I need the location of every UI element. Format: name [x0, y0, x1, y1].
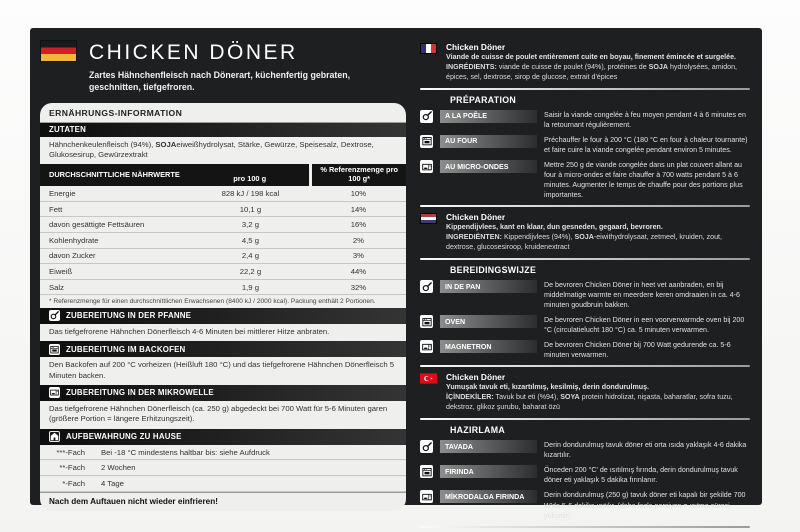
reference-footnote: * Referenzmenge für einen durchschnittlichen Erwachsenen (8400 kJ / 2000 kcal). Packung enthält 2 Portionen.: [49, 297, 376, 305]
nutrition-row: [40, 217, 406, 233]
storage-compartment: ***-Fach: [56, 447, 85, 457]
storage-duration: 4 Tage: [101, 478, 124, 488]
method-row: [420, 440, 750, 460]
col-nutrients: DURCHSCHNITTLICHE NÄHRWERTE: [40, 164, 190, 186]
panel-title: ERNÄHRUNGS-INFORMATION: [40, 103, 406, 123]
language-description: Kippendijvlees, kant en klaar, dun gesneden, gegaard, bevroren.: [446, 223, 663, 232]
house-icon: [49, 431, 60, 442]
nutrient-label: Fett: [40, 201, 190, 217]
microwave-icon: [49, 387, 60, 398]
preparation-oven-header: [40, 341, 406, 357]
nutrient-value: 22,2 g: [190, 264, 311, 280]
nutrition-row: [40, 186, 406, 201]
zutaten-title: ZUTATEN: [49, 125, 87, 135]
divider: [420, 526, 750, 528]
nutrient-label: davon Zucker: [40, 248, 190, 264]
method-label: IN DE PAN: [440, 280, 537, 293]
method-row: [420, 315, 750, 335]
divider: [420, 418, 750, 420]
section-title: ZUBEREITUNG IN DER MIKROWELLE: [66, 388, 214, 398]
method-label: MAGNETRON: [440, 340, 537, 353]
method-description: Saisir la viande congelée à feu moyen pendant 4 à 6 minutes en la retournant régulièrement.: [544, 110, 746, 129]
nutrient-value: 1,9 g: [190, 279, 311, 295]
section-title: AUFBEWAHRUNG ZU HAUSE: [66, 432, 182, 442]
method-description: Derin dondurulmuş (250 g) tavuk döner eti kapalı bir şekilde 700 W'da 5-6 dakika ısıtılır. (daha fazla porsiyon = ısıtma süresi yükselir): [544, 491, 746, 520]
nutrient-label: davon gesättigte Fettsäuren: [40, 217, 190, 233]
divider: [420, 365, 750, 367]
nutrition-row: [40, 264, 406, 280]
oven-icon: [420, 465, 433, 478]
method-label: AU FOUR: [440, 135, 537, 148]
divider: [420, 205, 750, 207]
product-header: [40, 38, 406, 94]
preparation-heading: PRÉPARATION: [450, 94, 517, 105]
divider: [420, 258, 750, 260]
germany-flag-icon: [40, 40, 77, 62]
nutrient-value: 828 kJ / 198 kcal: [190, 186, 311, 201]
section-title: ZUBEREITUNG IN DER PFANNE: [66, 311, 192, 321]
method-row: [420, 135, 750, 155]
method-label: AU MICRO-ONDES: [440, 160, 537, 173]
french-section: [420, 42, 750, 83]
ingredients-line: INGREDIËNTEN: Kippendijvlees (94%), SOJA-eiwithydrolysaat, zetmeel, kruiden, zout, dextrose, glucosesiroop, kruidenextract: [446, 233, 722, 252]
multilingual-column: [406, 38, 752, 520]
nutrient-pct: 3%: [311, 248, 406, 264]
preparation-heading: BEREIDINGSWIJZE: [450, 265, 537, 276]
storage-row: [40, 476, 406, 492]
method-label: FIRINDA: [440, 465, 537, 478]
method-row: [420, 160, 750, 200]
netherlands-flag-icon: [420, 213, 437, 224]
method-description: De bevroren Chicken Döner in een voorverwarmde oven bij 200 °C (circulatielucht 180 °C) ca. 5 minuten verwarmen.: [544, 316, 745, 335]
zutaten-header: [40, 123, 406, 137]
nutrient-label: Salz: [40, 279, 190, 295]
nutrient-value: 4,5 g: [190, 232, 311, 248]
storage-header: [40, 429, 406, 445]
method-row: [420, 340, 750, 360]
pan-icon: [49, 310, 60, 321]
section-text: Das tiefgefrorene Hähnchen Dönerfleisch 4-6 Minuten bei mittlerer Hitze anbraten.: [49, 326, 330, 336]
nutrition-header-row: [40, 164, 406, 186]
ingredients-text: Hähnchenkeulenfleisch (94%), SOJAeiweißhydrolysat, Stärke, Gewürze, Speisesalz, Dextrose, Glukosesirup, Gewürzextrakt: [49, 139, 374, 160]
nutrient-value: 10,1 g: [190, 201, 311, 217]
nutrition-row: [40, 279, 406, 295]
method-label: MİKRODALGA FIRINDA: [440, 490, 537, 503]
nutrient-label: Eiweiß: [40, 264, 190, 280]
method-row: [420, 490, 750, 520]
microwave-icon: [420, 490, 433, 503]
method-description: Önceden 200 °C' de ısıtılmış fırında, derin dondurulmuş tavuk döner eti yaklaşık 5 dakika fırınlanır.: [544, 466, 738, 485]
product-title: CHICKEN DÖNER: [89, 41, 298, 64]
method-label: TAVADA: [440, 440, 537, 453]
language-title: Chicken Döner: [446, 372, 506, 383]
preparation-microwave-header: [40, 385, 406, 401]
method-description: De bevroren Chicken Döner in heet vet aanbraden, en bij middelmatige warmte en meerdere keren omdraaien in ca. 4-6 minuten goudbruin bakken.: [544, 281, 740, 310]
storage-compartment: **-Fach: [59, 463, 85, 473]
method-row: [420, 110, 750, 130]
language-description: Viande de cuisse de poulet entièrement cuite en boyau, finement émincée et surgelée.: [446, 53, 737, 61]
nutrition-row: [40, 201, 406, 217]
storage-duration: 2 Wochen: [101, 463, 136, 473]
section-title: ZUBEREITUNG IM BACKOFEN: [66, 344, 186, 354]
ingredients-line: İÇİNDEKİLER: Tavuk but eti (%94), SOYA protein hidrolizat, nişasta, baharatlar, sofra tuzu, dekstroz, glikoz şurubu, baharat özü: [446, 393, 733, 412]
nutrient-label: Energie: [40, 186, 190, 201]
pan-icon: [420, 440, 433, 453]
product-label: [30, 28, 762, 520]
pan-icon: [420, 110, 433, 123]
ingredients-line: INGRÉDIENTS: viande de cuisse de poulet (94%), protéines de SOJA hydrolysées, amidon, épices, sel, dextrose, sirop de glucose, extrait d'épices: [446, 62, 738, 81]
nutrient-pct: 2%: [311, 232, 406, 248]
preparation-pan-header: [40, 308, 406, 324]
divider: [420, 88, 750, 90]
oven-icon: [49, 344, 60, 355]
preparation-heading: HAZIRLAMA: [450, 425, 505, 436]
section-text: Den Backofen auf 200 °C vorheizen (Heißluft 180 °C) und das tiefgefrorene Hähnchen Dönerfleisch 5 Minuten backen.: [49, 360, 395, 380]
method-description: Préchauffer le four à 200 °C (180 °C en four à chaleur tournante) et faire cuire la viande congelée pendant environ 5 minutes.: [544, 135, 748, 154]
nutrient-pct: 44%: [311, 264, 406, 280]
col-reference: % Referenzmenge pro 100 g*: [311, 164, 406, 186]
method-description: Mettre 250 g de viande congelée dans un plat couvert allant au four à micro-ondes et faire chauffer à 700 watts pendant 5 à 6 minutes. Augmenter le temps de chauffe pour des portions plus importantes.: [544, 161, 743, 200]
method-row: [420, 465, 750, 485]
section-text: Das tiefgefrorene Hähnchen Dönerfleisch (ca. 250 g) abgedeckt bei 700 Watt für 5-6 Minuten garen (größere Portion = längere Erhitzungszeit).: [49, 403, 388, 424]
storage-duration: Bei -18 °C mindestens haltbar bis: siehe Aufdruck: [101, 447, 270, 457]
method-label: OVEN: [440, 315, 537, 328]
microwave-icon: [420, 340, 433, 353]
language-title: Chicken Döner: [446, 212, 506, 223]
nutrient-pct: 10%: [311, 186, 406, 201]
col-per-100g: pro 100 g: [190, 164, 311, 186]
storage-row: [40, 460, 406, 476]
nutrient-pct: 32%: [311, 279, 406, 295]
france-flag-icon: [420, 43, 437, 54]
microwave-icon: [420, 160, 433, 173]
nutrition-row: [40, 248, 406, 264]
turkish-section: [420, 372, 750, 413]
oven-icon: [420, 315, 433, 328]
refreeze-warning: Nach dem Auftauen nicht wieder einfrieren!: [40, 492, 406, 511]
storage-row: [40, 445, 406, 461]
nutrition-row: [40, 232, 406, 248]
nutrition-info-panel: [40, 103, 406, 511]
language-title: Chicken Döner: [446, 42, 506, 52]
method-description: De bevroren Chicken Döner bij 700 Watt gedurende ca. 5-6 minuten verwarmen.: [544, 341, 731, 360]
storage-compartment: *-Fach: [62, 478, 85, 488]
turkey-flag-icon: [420, 373, 437, 384]
nutrient-pct: 16%: [311, 217, 406, 233]
method-label: A LA POÊLE: [440, 110, 537, 123]
nutrient-value: 2,4 g: [190, 248, 311, 264]
dutch-section: [420, 212, 750, 253]
pan-icon: [420, 280, 433, 293]
method-row: [420, 280, 750, 310]
language-description: Yumuşak tavuk eti, kızartılmış, kesilmiş, derin dondurulmuş.: [446, 383, 650, 392]
oven-icon: [420, 135, 433, 148]
nutrient-pct: 14%: [311, 201, 406, 217]
nutrient-value: 3,2 g: [190, 217, 311, 233]
nutrient-label: Kohlenhydrate: [40, 232, 190, 248]
german-column: [40, 38, 406, 506]
product-subtitle: Zartes Hähnchenfleisch nach Dönerart, küchenfertig gebraten, geschnitten, tiefgefroren.: [89, 70, 351, 93]
nutrition-table: [40, 164, 406, 295]
method-description: Derin dondurulmuş tavuk döner eti orta ısıda yaklaşık 4-6 dakika kızartılır.: [544, 441, 747, 460]
